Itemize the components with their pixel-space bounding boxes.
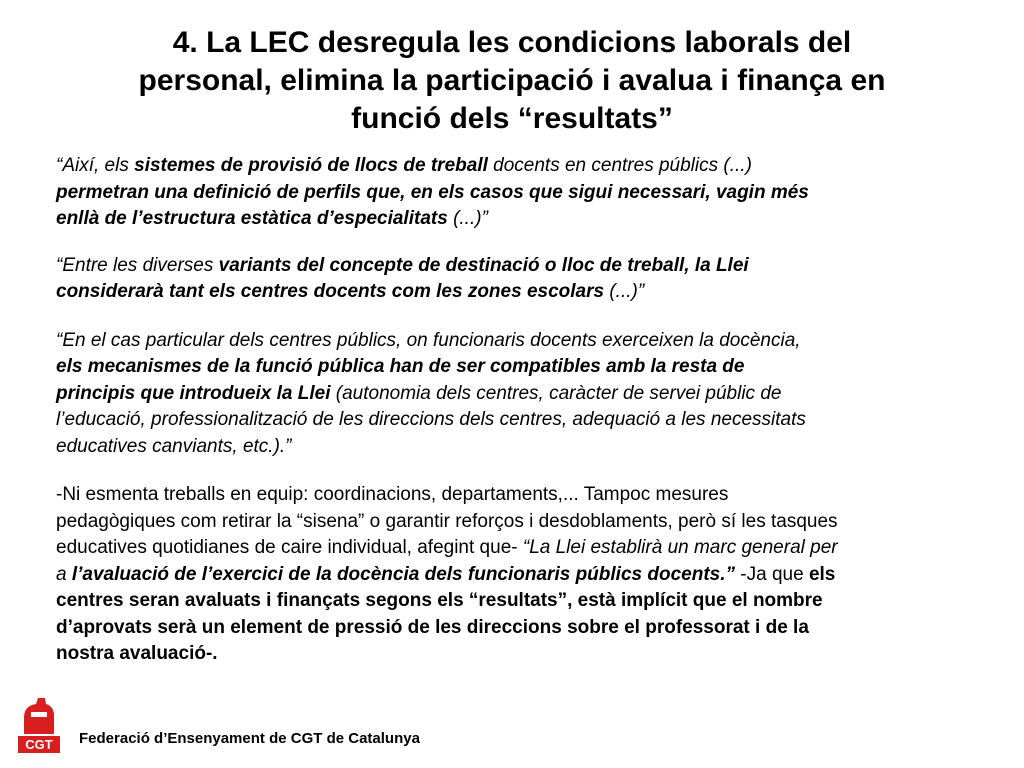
text-span: considerarà tant els centres docents com les zones escolars (56, 281, 605, 302)
text-span: (...)” (447, 208, 488, 229)
text-span: variants del concepte de destinació o lloc de treball, la Llei (218, 254, 749, 276)
para4-line-7: nostra avaluació-. (56, 643, 218, 664)
text-span: a (56, 563, 72, 585)
logo-text: CGT (25, 737, 53, 752)
quote-funcio-publica (56, 328, 1006, 461)
quote2-line-2 (56, 279, 1006, 306)
slide-title (40, 24, 984, 138)
footer (18, 696, 478, 756)
cgt-logo (18, 696, 60, 754)
quote1-line-1 (56, 153, 1006, 180)
text-span: principis que introdueix la Llei (56, 382, 331, 404)
organization-name: Federació d’Ensenyament de CGT de Catalunya (79, 730, 420, 747)
text-span: els (808, 563, 836, 585)
para4-line-1: -Ni esmenta treballs en equip: coordinacions, departaments,... Tampoc mesures (56, 484, 729, 505)
quote-variants-destinacio (56, 253, 1006, 306)
slide-content (56, 153, 1006, 668)
para4-line-5: centres seran avaluats i finançats segons els “resultats”, està implícit que el nombre (56, 590, 823, 611)
text-span: docents en centres públics (...) (487, 155, 752, 176)
quote3-line-3 (56, 381, 1006, 408)
quote3-line-4: l’educació, professionalització de les direccions dels centres, adequació a les necessitats (56, 409, 806, 430)
text-span: “Així, els (56, 155, 135, 176)
para4-line-4 (56, 562, 1006, 589)
text-span: sistemes de provisió de llocs de treball (134, 155, 488, 176)
para4-line-2: pedagògiques com retirar la “sisena” o garantir reforços i desdoblaments, però sí les tasques (56, 510, 838, 532)
title-line-3: funció dels “resultats” (351, 102, 673, 136)
text-span: “Entre les diverses (56, 254, 219, 276)
quote3-line-5: educatives canviants, etc.).” (56, 435, 292, 457)
quote-provisio-llocs (56, 153, 1006, 233)
quote1-line-2: permetran una definició de perfils que, en els casos que sigui necessari, vagin més (56, 181, 809, 203)
text-span: l’avaluació de l’exercici de la docència dels funcionaris públics docents.” (71, 563, 735, 585)
text-span: -Ja que (735, 563, 809, 585)
text-span: “La Llei establirà un marc general per (522, 537, 838, 558)
title-line-1: 4. La LEC desregula les condicions laborals del (172, 26, 852, 60)
commentary-paragraph (56, 482, 1006, 668)
quote3-line-1: “En el cas particular dels centres públics, on funcionaris docents exerceixen la docència, (56, 329, 801, 351)
para4-line-6: d’aprovats serà un element de pressió de les direccions sobre el professorat i de la (56, 616, 809, 638)
text-span: educatives quotidianes de caire individual, afegint que- (56, 537, 523, 558)
quote2-line-1 (56, 253, 1006, 280)
para4-line-3 (56, 535, 1006, 562)
title-line-2: personal, elimina la participació i avalua i finança en (138, 64, 886, 98)
quote1-line-3 (56, 206, 1006, 233)
quote3-line-2: els mecanismes de la funció pública han de ser compatibles amb la resta de (56, 356, 745, 377)
logo-emblem-notch (31, 712, 47, 717)
text-span: enllà de l’estructura estàtica d’especialitats (56, 208, 448, 229)
text-span: (...)” (604, 281, 645, 302)
text-span: (autonomia dels centres, caràcter de servei públic de (330, 382, 782, 404)
